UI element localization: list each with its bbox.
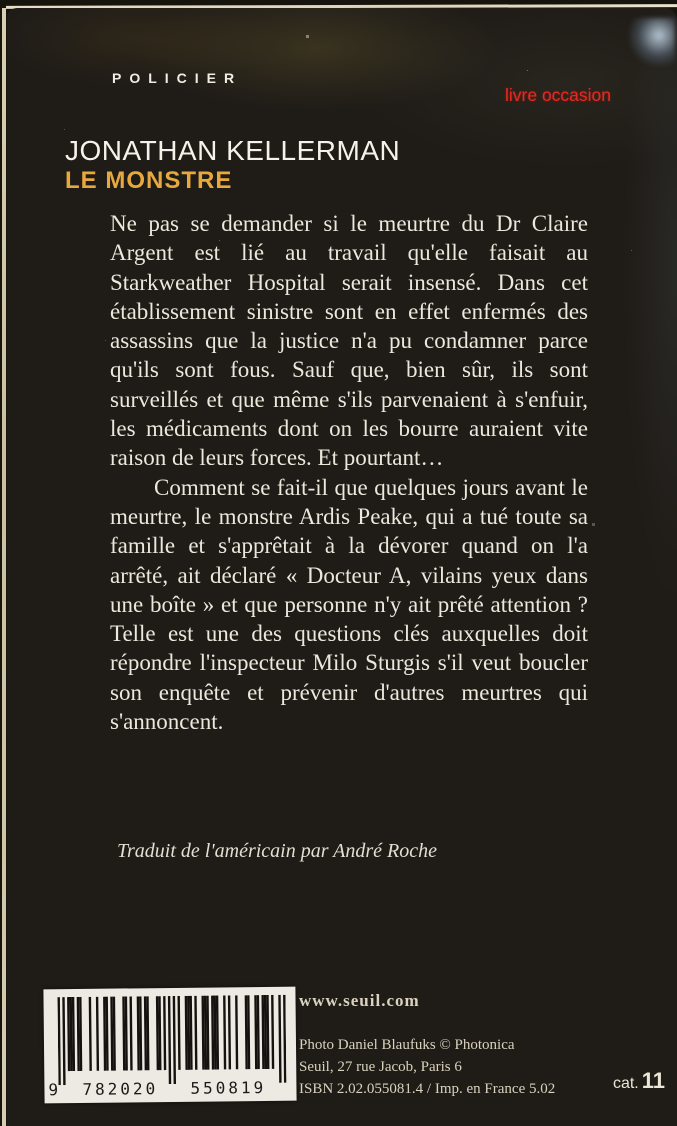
dust-specks — [7, 8, 8, 9]
sticker-residue-scuff — [629, 18, 675, 68]
collection-label: POLICIER — [112, 70, 243, 86]
publisher-address: Seuil, 27 rue Jacob, Paris 6 — [299, 1059, 462, 1075]
catalog-category-label: cat. — [612, 1075, 639, 1092]
blurb-paragraph-2: Comment se fait-il que quelques jours avant le meurtre, le monstre Ardis Peake, qui a tué toute sa famille et s'apprêtait à la dévorer quand on l'a arrêté, ait déclaré « Docteur A, vilains yeux dans une boîte » et que personne n'y ait prêté attention ? Telle est une des questions clés auxquelles doit répondre l'inspecteur Milo Sturgis s'il veut boucler son enquête et prévenir d'autres meurtres qui s'annoncent. — [110, 474, 588, 735]
isbn-line: ISBN 2.02.055081.4 / Imp. en France 5.02 — [299, 1081, 556, 1097]
author-name: JONATHAN KELLERMAN — [65, 135, 401, 166]
catalog-category-number: 11 — [641, 1068, 665, 1093]
barcode-digit-first: 9 — [48, 1080, 62, 1100]
catalog-category — [613, 1068, 665, 1094]
barcode-digits-left: 782020 — [82, 1079, 159, 1099]
book-title: LE MONSTRE — [65, 167, 233, 194]
back-cover-blurb — [110, 209, 588, 736]
barcode-sticker — [43, 987, 296, 1104]
barcode-bars — [57, 995, 286, 1085]
barcode-digits-right: 550819 — [190, 1077, 267, 1098]
blurb-paragraph-1: Ne pas se demander si le meurtre du Dr Claire Argent est lié au travail qu'elle faisait au Starkweather Hospital serait insensé. Dans cet établissement sinistre sont en effet enfermés des assassins que la justice n'a pu condamner parce qu'ils sont fous. Sauf que, bien sûr, ils sont surveillés et que même s'ils parvenaient à s'enfuir, les médicaments dont on les bourre auraient vite raison de leurs forces. Et pourtant… — [110, 211, 588, 471]
used-sticker-label: livre occasion — [505, 85, 612, 105]
publisher-website: www.seuil.com — [299, 991, 420, 1010]
back-cover — [7, 8, 677, 1126]
photo-credit: Photo Daniel Blaufuks © Photonica — [299, 1037, 515, 1053]
translator-credit: Traduit de l'américain par André Roche — [117, 840, 437, 862]
page-edge-left — [2, 8, 6, 1126]
publisher-info-block — [299, 991, 555, 1100]
